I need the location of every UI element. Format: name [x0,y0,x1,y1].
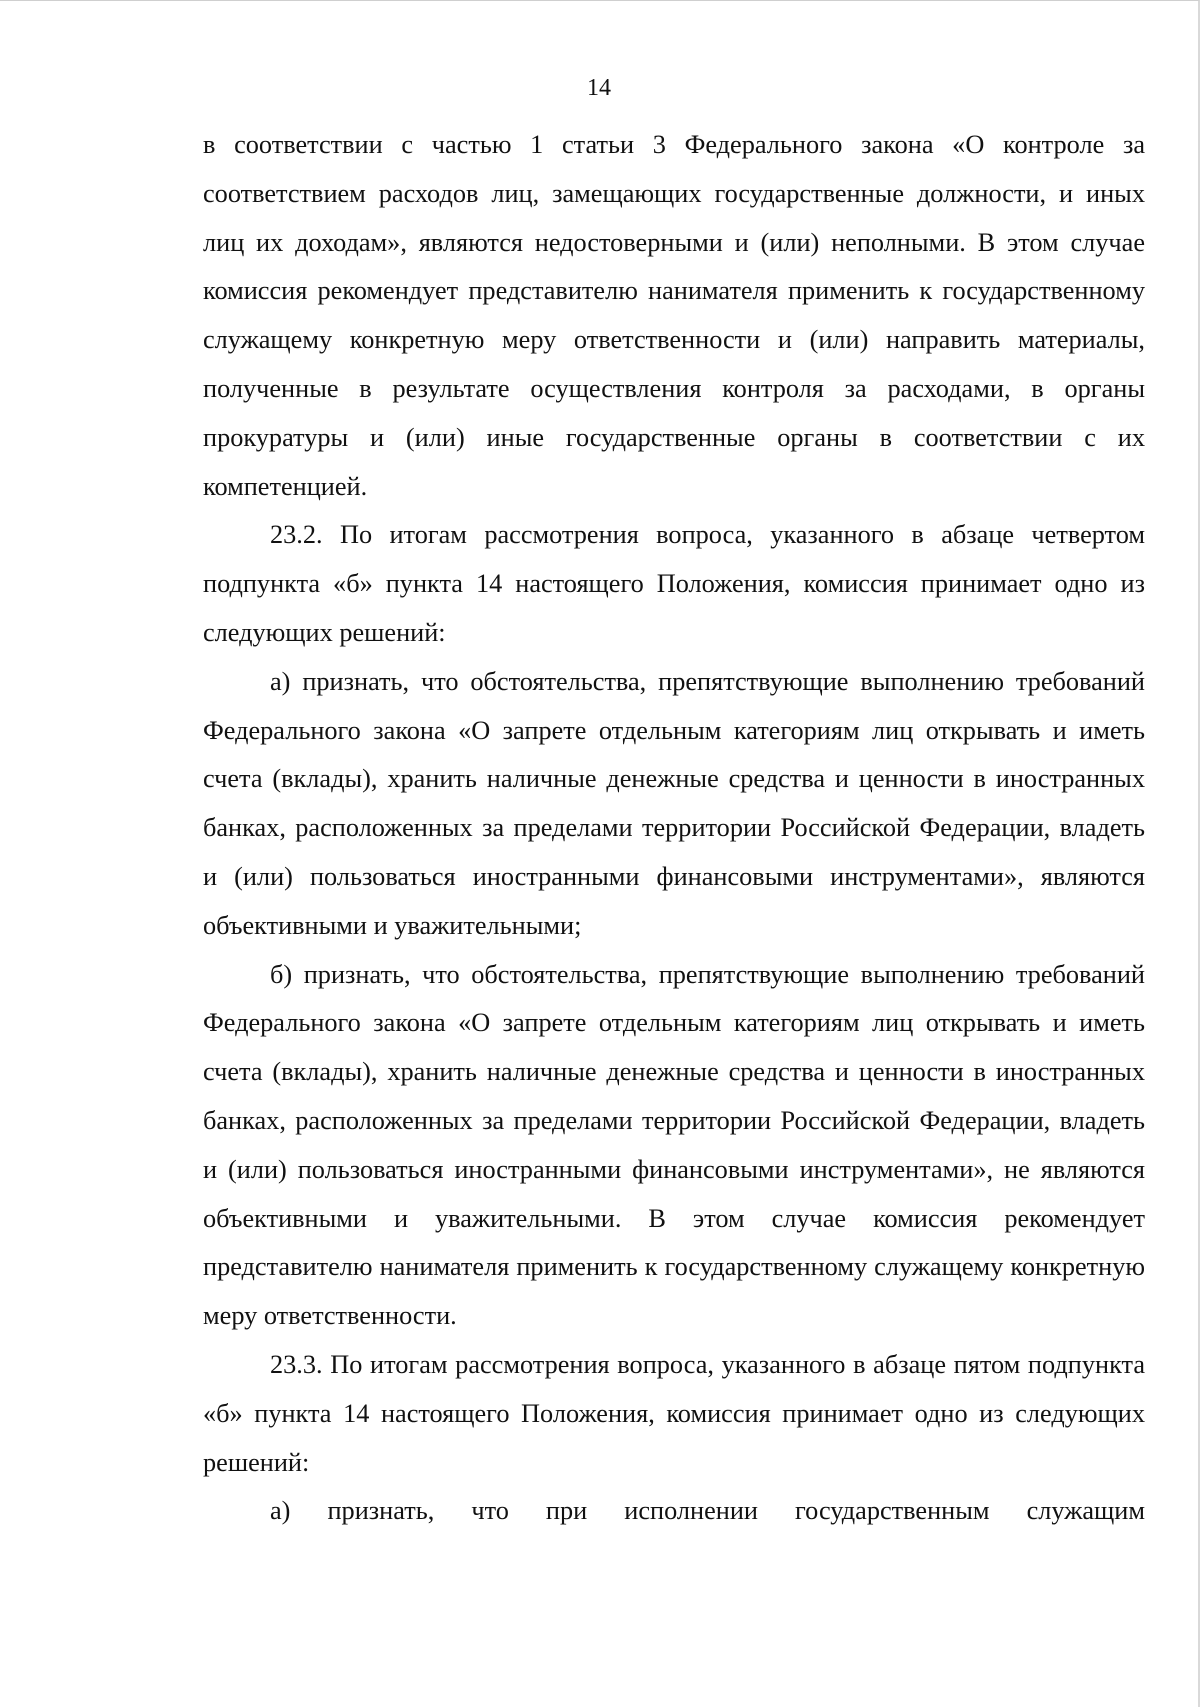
paragraph-23-2-b: б) признать, что обстоятельства, препятствующие выполнению требований Федерального закона «О запрете отдельным категориям лиц открывать и иметь счета (вклады), хранить наличные денежные средства и ценности в иностранных банках, расположенных за пределами территории Российской Федерации, владеть и (или) пользоваться иностранными финансовыми инструментами», не являются объективными и уважительными. В этом случае комиссия рекомендует представителю нанимателя применить к государственному служащему конкретную меру ответственности. [203,959,1145,1331]
paragraph-23-3-a: а) признать, что при исполнении государственным служащим [270,1496,1145,1526]
paragraph-continuation: в соответствии с частью 1 статьи 3 Федерального закона «О контроле за соответствием расходов лиц, замещающих государственные должности, и иных лиц их доходам», являются недостоверными и (или) неполными. В этом случае комиссия рекомендует представителю нанимателя применить к государственному служащему конкретную меру ответственности и (или) направить материалы, полученные в результате осуществления контроля за расходами, в органы прокуратуры и (или) иные государственные органы в соответствии с их компетенцией. [203,130,1145,501]
document-body [203,121,1145,1536]
paragraph-23-2-a: а) признать, что обстоятельства, препятствующие выполнению требований Федерального закона «О запрете отдельным категориям лиц открывать и иметь счета (вклады), хранить наличные денежные средства и ценности в иностранных банках, расположенных за пределами территории Российской Федерации, владеть и (или) пользоваться иностранными финансовыми инструментами», являются объективными и уважительными; [203,666,1145,940]
paragraph-23-2: 23.2. По итогам рассмотрения вопроса, указанного в абзаце четвертом подпункта «б» пункта 14 настоящего Положения, комиссия принимает одно из следующих решений: [203,520,1145,647]
paragraph-23-3: 23.3. По итогам рассмотрения вопроса, указанного в абзаце пятом подпункта «б» пункта 14 настоящего Положения, комиссия принимает одно из следующих решений: [203,1349,1145,1477]
page-number: 14 [587,75,611,101]
